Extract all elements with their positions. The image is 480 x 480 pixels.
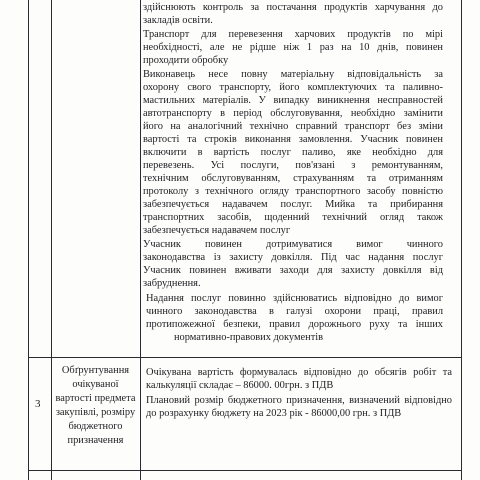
text-line: до розрахунку бюджету на 2023 рік - 86000,00 грн. з ПДВ — [146, 408, 402, 419]
text-line: технічним обслуговуванням, страхуванням та отриманням — [143, 173, 443, 184]
label-line: призначення — [67, 435, 124, 446]
text-line: чинного законодавства в галузі охорони праці, правил — [146, 306, 443, 317]
label-line: очікуваної — [72, 379, 119, 390]
label-line: вартості предмета — [55, 393, 136, 404]
text-line: калькуляції складає – 86000. 00грн. з ПДВ — [146, 380, 334, 391]
row-label — [51, 364, 140, 448]
text-line: закладів освіти. — [143, 15, 213, 26]
text-line: Виконавець несе повну матеріальну відповідальність за — [143, 69, 443, 80]
expected-cost-paragraph — [146, 366, 452, 392]
text-line: здійснюють контроль за постачання продуктів харчування до — [143, 2, 443, 13]
text-line: охорону свого транспорту, його комплектуючих та паливно- — [143, 82, 443, 93]
environment-protection-paragraph — [143, 238, 443, 290]
text-line: перевезень. Усі послуги, пов'язані з ремонтуванням, — [143, 160, 443, 171]
text-line: проходити обробку — [143, 55, 229, 66]
text-line: Плановий розмір бюджетного призначення, визначений відповідно — [146, 395, 452, 406]
table-border-left — [28, 0, 29, 480]
text-line: включити в вартість послуг паливо, яке необхідно для — [143, 147, 443, 158]
text-line: забезпечується надавачем послуг — [143, 225, 291, 236]
text-line: законодавства із захисту довкілля. Під час надання послуг — [143, 252, 443, 263]
table-row-divider — [28, 357, 462, 358]
label-line: закупівлі, розміру — [55, 407, 136, 418]
text-line: мастильних матеріалів. У випадку виникнення несправностей — [143, 95, 443, 106]
text-line: забруднення. — [143, 278, 201, 289]
text-line: вартості та строків виконання замовлення. Учасник повинен — [143, 134, 443, 145]
text-line: Учасник повинен вживати заходи для захисту довкілля від — [143, 265, 443, 276]
row-number: 3 — [35, 398, 41, 410]
budget-size-paragraph — [146, 394, 452, 420]
table-border-right — [461, 0, 462, 480]
table-border-col2 — [140, 0, 141, 480]
text-line: протипожежної безпеки, правил дорожнього руху та інших — [146, 319, 443, 330]
text-line: Очікувана вартість формувалась відповідно до обсягів робіт та — [146, 367, 452, 378]
transport-processing-paragraph — [143, 28, 443, 67]
supply-control-paragraph — [143, 1, 443, 27]
text-line: Учасник повинен дотримуватися вимог чинного — [143, 239, 443, 250]
text-line: забезпечується надавачем послуг. Мийка та прибирання — [143, 199, 443, 210]
text-line: протоколу з технічного огляду транспортного засобу повністю — [143, 186, 443, 197]
contractor-responsibility-paragraph — [143, 68, 443, 237]
label-line: бюджетного — [68, 421, 123, 432]
text-line: транспортних засобів, щоденний технічний огляд також — [143, 212, 443, 223]
text-line: нормативно-правових документів — [174, 332, 324, 343]
text-line: необхідності, але не рідше ніж 1 раз на 10 днів, повинен — [143, 42, 443, 53]
label-line: Обґрунтування — [61, 365, 130, 376]
labor-safety-paragraph — [146, 292, 443, 344]
table-bottom-border — [28, 470, 462, 471]
text-line: автотранспорту в період обслуговування, необхідно замінити — [143, 108, 443, 119]
text-line: Транспорт для перевезення харчових продуктів по мірі — [143, 29, 443, 40]
text-line: його на аналогічний технічно справний транспорт без зміни — [143, 121, 443, 132]
text-line: Надання послуг повинно здійснюватись відповідно до вимог — [146, 293, 443, 304]
